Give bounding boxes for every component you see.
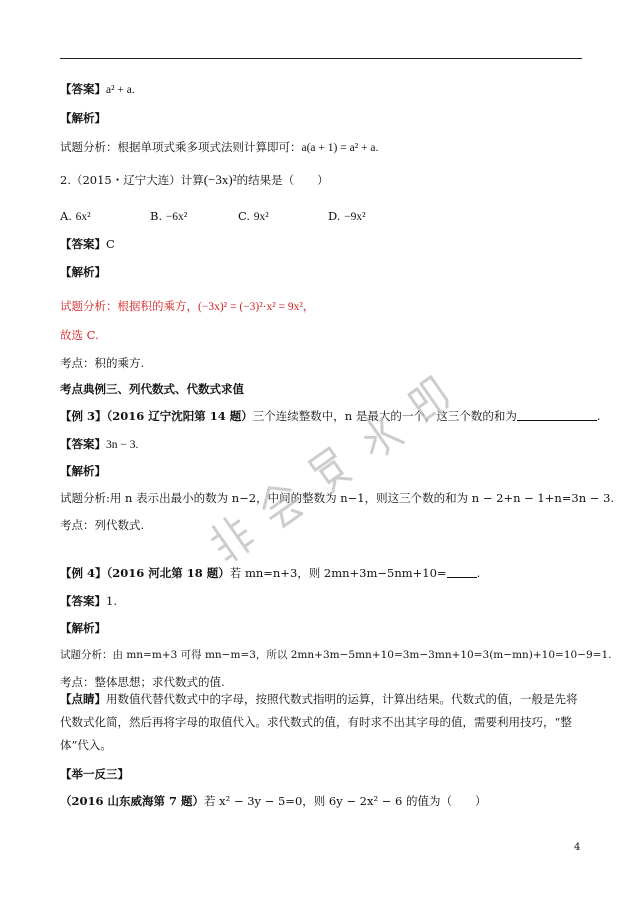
option-d bbox=[328, 208, 366, 225]
answer-blank bbox=[447, 566, 477, 578]
answer-4 bbox=[60, 593, 117, 609]
option-value: 9x² bbox=[253, 211, 269, 223]
analysis-heading-3: 【解析】 bbox=[60, 464, 106, 478]
example-4 bbox=[60, 565, 480, 581]
answer-blank bbox=[517, 409, 597, 421]
analysis-formula: (−3x)² = (−3)²·x² = 9x²， bbox=[198, 301, 315, 313]
analysis-formula: a(a + 1) = a² + a. bbox=[301, 142, 379, 154]
analysis-2 bbox=[60, 298, 314, 315]
answer-value: C bbox=[106, 237, 115, 251]
analysis-1 bbox=[60, 139, 378, 156]
kaodian-4: 考点：整体思想；求代数式的值. bbox=[60, 675, 225, 689]
answer-1 bbox=[60, 81, 135, 98]
answer-value: a² + a. bbox=[106, 84, 135, 96]
question-text: 若 x² − 3y − 5=0，则 6y − 2x² − 6 的值为（ ） bbox=[204, 794, 487, 808]
analysis-4: 试题分析：由 mn=m+3 可得 mn−m=3，所以 2mn+3m−5mn+10=3m−3mn+10=3(m−mn)+10=10−9=1. bbox=[60, 649, 612, 661]
example-text: 若 mn=n+3，则 2mn+3m−5nm+10= bbox=[229, 566, 447, 580]
example-label: 【例 4】 bbox=[60, 566, 107, 580]
option-c bbox=[238, 208, 269, 225]
juyi-heading: 【举一反三】 bbox=[60, 767, 129, 781]
question-expression: (−3x)² bbox=[203, 172, 237, 187]
analysis-text: 试题分析：根据单项式乘多项式法则计算即可： bbox=[60, 140, 302, 154]
question-tail: 的结果是（ ） bbox=[236, 173, 329, 187]
option-value: 6x² bbox=[75, 211, 91, 223]
answer-3 bbox=[60, 436, 138, 453]
option-letter: D. bbox=[328, 209, 341, 223]
answer-label: 【答案】 bbox=[60, 594, 106, 608]
answer-value: 1. bbox=[106, 594, 117, 608]
answer-label: 【答案】 bbox=[60, 237, 106, 251]
page-number: 4 bbox=[574, 842, 581, 853]
dianjing-paragraph bbox=[60, 688, 582, 757]
option-b bbox=[150, 208, 187, 225]
option-letter: A. bbox=[60, 209, 72, 223]
dianjing-text: 用数值代替代数式中的字母，按照代数式指明的运算，计算出结果。代数式的值，一般是先将代数式化简，然后再将字母的取值代入。求代数式的值，有时求不出其字母的值，需要利用技巧，“整体”代入。 bbox=[60, 692, 578, 752]
final-question bbox=[60, 793, 487, 809]
analysis-heading-1: 【解析】 bbox=[60, 111, 106, 125]
option-letter: B. bbox=[150, 209, 163, 223]
analysis-heading-4: 【解析】 bbox=[60, 621, 106, 635]
kaodian-2: 考点：积的乘方. bbox=[60, 356, 145, 370]
example-end: . bbox=[596, 409, 601, 423]
option-value: −6x² bbox=[165, 211, 188, 223]
analysis-heading-2: 【解析】 bbox=[60, 265, 106, 279]
option-a bbox=[60, 208, 91, 225]
example-text: 三个连续整数中，n 是最大的一个，这三个数的和为 bbox=[252, 409, 517, 423]
header-rule bbox=[60, 58, 582, 59]
analysis-2-conclusion: 故选 C. bbox=[60, 328, 99, 342]
section-title: 考点典例三、列代数式、代数式求值 bbox=[60, 382, 244, 396]
option-value: −9x² bbox=[344, 211, 366, 223]
example-source: （2016 辽宁沈阳第 14 题） bbox=[106, 409, 253, 423]
watermark bbox=[170, 330, 510, 590]
question-source: （2016 山东威海第 7 题） bbox=[60, 794, 205, 808]
answer-label: 【答案】 bbox=[60, 82, 106, 96]
example-end: . bbox=[476, 566, 481, 580]
option-letter: C. bbox=[238, 209, 251, 223]
analysis-3: 试题分析:用 n 表示出最小的数为 n−2，中间的整数为 n−1，则这三个数的和为 n − 2+n − 1+n=3n − 3. bbox=[60, 491, 615, 505]
question-stem: 2.（2015・辽宁大连）计算 bbox=[60, 173, 204, 187]
dianjing-label: 【点睛】 bbox=[60, 692, 106, 706]
answer-label: 【答案】 bbox=[60, 437, 106, 451]
example-source: （2016 河北第 18 题） bbox=[106, 566, 230, 580]
example-3 bbox=[60, 408, 601, 424]
example-label: 【例 3】 bbox=[60, 409, 107, 423]
kaodian-3: 考点：列代数式. bbox=[60, 518, 145, 532]
answer-2 bbox=[60, 236, 115, 252]
analysis-text: 试题分析：根据积的乘方， bbox=[60, 299, 198, 313]
answer-value: 3n − 3. bbox=[106, 439, 139, 451]
question-2 bbox=[60, 172, 329, 188]
